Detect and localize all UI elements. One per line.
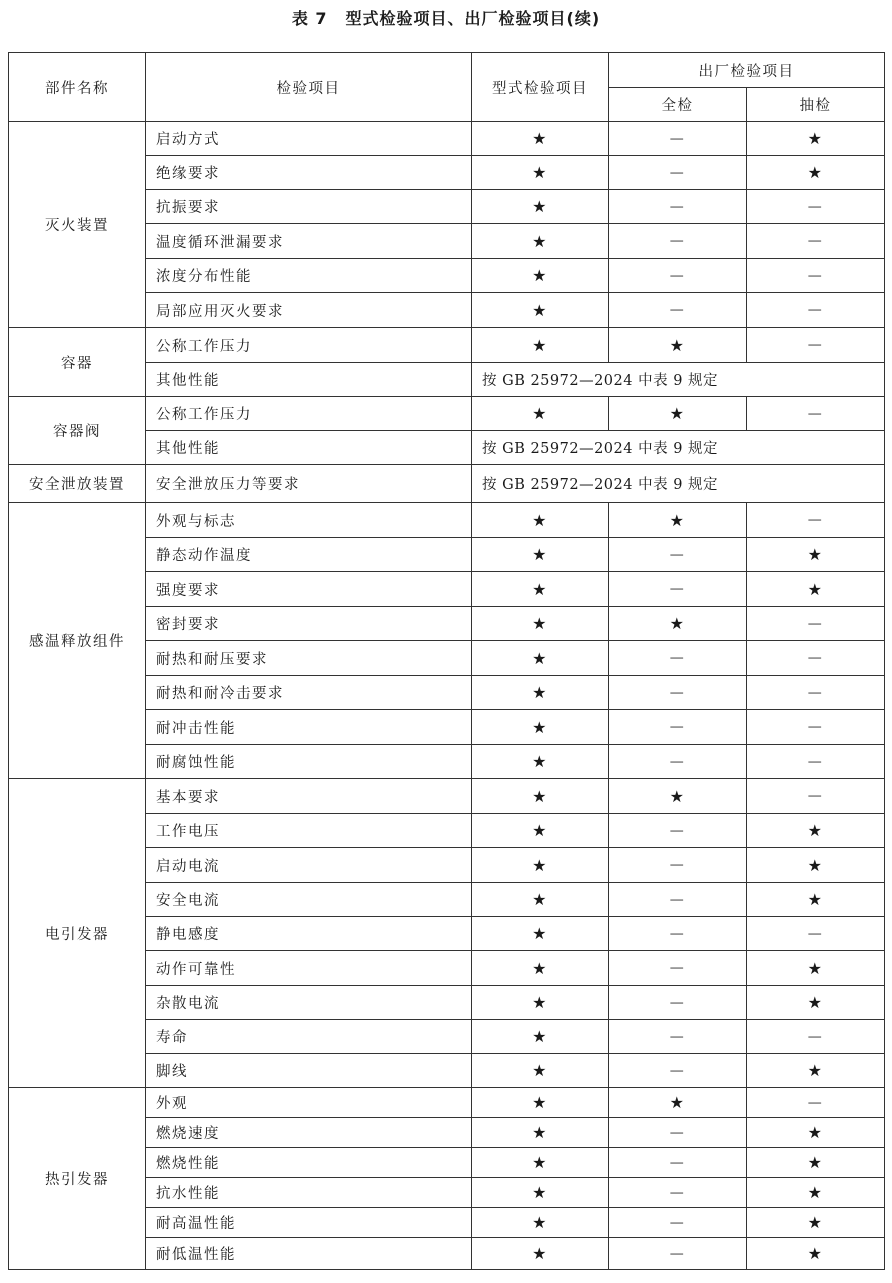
component-name: 容器阀 bbox=[9, 397, 146, 465]
inspection-item: 基本要求 bbox=[146, 779, 472, 814]
type-test-mark: ★ bbox=[472, 883, 609, 917]
inspection-item: 燃烧性能 bbox=[146, 1148, 472, 1178]
inspection-item: 外观 bbox=[146, 1088, 472, 1118]
full-check-mark: ★ bbox=[609, 328, 747, 363]
inspection-item: 耐冲击性能 bbox=[146, 710, 472, 745]
sample-check-mark: ★ bbox=[747, 122, 885, 156]
table-body bbox=[9, 122, 885, 1270]
table-row bbox=[9, 1088, 885, 1118]
sample-check-mark: — bbox=[747, 607, 885, 641]
full-check-mark: ★ bbox=[609, 607, 747, 641]
sample-check-mark: ★ bbox=[747, 1054, 885, 1088]
header-factory-test: 出厂检验项目 bbox=[609, 53, 885, 88]
inspection-item: 公称工作压力 bbox=[146, 328, 472, 363]
reference-note: 按 GB 25972—2024 中表 9 规定 bbox=[472, 363, 885, 397]
sample-check-mark: — bbox=[747, 503, 885, 538]
component-name: 电引发器 bbox=[9, 779, 146, 1088]
inspection-item: 耐高温性能 bbox=[146, 1208, 472, 1238]
header-item: 检验项目 bbox=[146, 53, 472, 122]
full-check-mark: — bbox=[609, 293, 747, 328]
type-test-mark: ★ bbox=[472, 641, 609, 676]
inspection-item: 浓度分布性能 bbox=[146, 259, 472, 293]
full-check-mark: — bbox=[609, 883, 747, 917]
full-check-mark: — bbox=[609, 538, 747, 572]
inspection-item: 耐腐蚀性能 bbox=[146, 745, 472, 779]
inspection-item: 静态动作温度 bbox=[146, 538, 472, 572]
sample-check-mark: ★ bbox=[747, 951, 885, 986]
type-test-mark: ★ bbox=[472, 190, 609, 224]
inspection-item: 工作电压 bbox=[146, 814, 472, 848]
header-component: 部件名称 bbox=[9, 53, 146, 122]
inspection-item: 安全泄放压力等要求 bbox=[146, 465, 472, 503]
component-name: 安全泄放装置 bbox=[9, 465, 146, 503]
full-check-mark: — bbox=[609, 1118, 747, 1148]
inspection-item: 其他性能 bbox=[146, 363, 472, 397]
full-check-mark: — bbox=[609, 122, 747, 156]
sample-check-mark: — bbox=[747, 917, 885, 951]
inspection-item: 安全电流 bbox=[146, 883, 472, 917]
table-number: 表 7 bbox=[291, 9, 328, 28]
type-test-mark: ★ bbox=[472, 745, 609, 779]
full-check-mark: — bbox=[609, 710, 747, 745]
type-test-mark: ★ bbox=[472, 1054, 609, 1088]
full-check-mark: — bbox=[609, 641, 747, 676]
inspection-item: 强度要求 bbox=[146, 572, 472, 607]
full-check-mark: — bbox=[609, 1178, 747, 1208]
full-check-mark: — bbox=[609, 259, 747, 293]
inspection-item: 抗振要求 bbox=[146, 190, 472, 224]
type-test-mark: ★ bbox=[472, 1020, 609, 1054]
type-test-mark: ★ bbox=[472, 122, 609, 156]
table-row bbox=[9, 122, 885, 156]
full-check-mark: — bbox=[609, 1208, 747, 1238]
type-test-mark: ★ bbox=[472, 293, 609, 328]
component-name: 容器 bbox=[9, 328, 146, 397]
sample-check-mark: — bbox=[747, 1088, 885, 1118]
sample-check-mark: ★ bbox=[747, 986, 885, 1020]
inspection-item: 密封要求 bbox=[146, 607, 472, 641]
type-test-mark: ★ bbox=[472, 503, 609, 538]
inspection-item: 耐热和耐压要求 bbox=[146, 641, 472, 676]
type-test-mark: ★ bbox=[472, 814, 609, 848]
inspection-item: 燃烧速度 bbox=[146, 1118, 472, 1148]
table-row bbox=[9, 503, 885, 538]
sample-check-mark: — bbox=[747, 1020, 885, 1054]
full-check-mark: — bbox=[609, 1054, 747, 1088]
table-caption bbox=[0, 6, 892, 30]
sample-check-mark: ★ bbox=[747, 814, 885, 848]
full-check-mark: ★ bbox=[609, 779, 747, 814]
sample-check-mark: ★ bbox=[747, 1178, 885, 1208]
full-check-mark: — bbox=[609, 986, 747, 1020]
sample-check-mark: ★ bbox=[747, 1208, 885, 1238]
full-check-mark: ★ bbox=[609, 1088, 747, 1118]
sample-check-mark: ★ bbox=[747, 848, 885, 883]
sample-check-mark: — bbox=[747, 224, 885, 259]
inspection-item: 脚线 bbox=[146, 1054, 472, 1088]
type-test-mark: ★ bbox=[472, 917, 609, 951]
full-check-mark: — bbox=[609, 848, 747, 883]
inspection-item: 静电感度 bbox=[146, 917, 472, 951]
type-test-mark: ★ bbox=[472, 1178, 609, 1208]
table-header bbox=[9, 53, 885, 122]
sample-check-mark: ★ bbox=[747, 538, 885, 572]
sample-check-mark: ★ bbox=[747, 1238, 885, 1270]
inspection-item: 局部应用灭火要求 bbox=[146, 293, 472, 328]
type-test-mark: ★ bbox=[472, 710, 609, 745]
type-test-mark: ★ bbox=[472, 1148, 609, 1178]
type-test-mark: ★ bbox=[472, 1238, 609, 1270]
sample-check-mark: — bbox=[747, 779, 885, 814]
full-check-mark: — bbox=[609, 224, 747, 259]
inspection-item: 耐低温性能 bbox=[146, 1238, 472, 1270]
sample-check-mark: — bbox=[747, 676, 885, 710]
inspection-item: 抗水性能 bbox=[146, 1178, 472, 1208]
full-check-mark: — bbox=[609, 814, 747, 848]
reference-note: 按 GB 25972—2024 中表 9 规定 bbox=[472, 465, 885, 503]
type-test-mark: ★ bbox=[472, 986, 609, 1020]
type-test-mark: ★ bbox=[472, 1088, 609, 1118]
full-check-mark: — bbox=[609, 1238, 747, 1270]
table-title: 型式检验项目、出厂检验项目(续) bbox=[345, 9, 601, 28]
inspection-item: 寿命 bbox=[146, 1020, 472, 1054]
inspection-item: 绝缘要求 bbox=[146, 156, 472, 190]
table-row bbox=[9, 779, 885, 814]
full-check-mark: — bbox=[609, 1020, 747, 1054]
header-sample-check: 抽检 bbox=[747, 88, 885, 122]
type-test-mark: ★ bbox=[472, 1118, 609, 1148]
type-test-mark: ★ bbox=[472, 779, 609, 814]
full-check-mark: ★ bbox=[609, 503, 747, 538]
inspection-item: 动作可靠性 bbox=[146, 951, 472, 986]
type-test-mark: ★ bbox=[472, 224, 609, 259]
type-test-mark: ★ bbox=[472, 1208, 609, 1238]
component-name: 灭火装置 bbox=[9, 122, 146, 328]
sample-check-mark: ★ bbox=[747, 883, 885, 917]
sample-check-mark: — bbox=[747, 190, 885, 224]
header-type-test: 型式检验项目 bbox=[472, 53, 609, 122]
type-test-mark: ★ bbox=[472, 572, 609, 607]
full-check-mark: — bbox=[609, 1148, 747, 1178]
type-test-mark: ★ bbox=[472, 156, 609, 190]
full-check-mark: — bbox=[609, 745, 747, 779]
reference-note: 按 GB 25972—2024 中表 9 规定 bbox=[472, 431, 885, 465]
full-check-mark: — bbox=[609, 951, 747, 986]
type-test-mark: ★ bbox=[472, 676, 609, 710]
sample-check-mark: — bbox=[747, 328, 885, 363]
full-check-mark: — bbox=[609, 190, 747, 224]
inspection-item: 耐热和耐冷击要求 bbox=[146, 676, 472, 710]
component-name: 热引发器 bbox=[9, 1088, 146, 1270]
sample-check-mark: ★ bbox=[747, 1118, 885, 1148]
inspection-item: 其他性能 bbox=[146, 431, 472, 465]
inspection-item: 杂散电流 bbox=[146, 986, 472, 1020]
type-test-mark: ★ bbox=[472, 951, 609, 986]
sample-check-mark: — bbox=[747, 641, 885, 676]
inspection-item: 外观与标志 bbox=[146, 503, 472, 538]
sample-check-mark: — bbox=[747, 745, 885, 779]
type-test-mark: ★ bbox=[472, 538, 609, 572]
full-check-mark: — bbox=[609, 156, 747, 190]
full-check-mark: — bbox=[609, 917, 747, 951]
inspection-item: 公称工作压力 bbox=[146, 397, 472, 431]
type-test-mark: ★ bbox=[472, 328, 609, 363]
type-test-mark: ★ bbox=[472, 848, 609, 883]
sample-check-mark: — bbox=[747, 293, 885, 328]
sample-check-mark: ★ bbox=[747, 156, 885, 190]
sample-check-mark: ★ bbox=[747, 1148, 885, 1178]
full-check-mark: — bbox=[609, 676, 747, 710]
inspection-table bbox=[8, 52, 885, 1270]
full-check-mark: ★ bbox=[609, 397, 747, 431]
sample-check-mark: ★ bbox=[747, 572, 885, 607]
header-full-check: 全检 bbox=[609, 88, 747, 122]
component-name: 感温释放组件 bbox=[9, 503, 146, 779]
sample-check-mark: — bbox=[747, 397, 885, 431]
table-row bbox=[9, 328, 885, 363]
sample-check-mark: — bbox=[747, 710, 885, 745]
full-check-mark: — bbox=[609, 572, 747, 607]
inspection-item: 启动电流 bbox=[146, 848, 472, 883]
type-test-mark: ★ bbox=[472, 397, 609, 431]
inspection-item: 启动方式 bbox=[146, 122, 472, 156]
type-test-mark: ★ bbox=[472, 607, 609, 641]
table-row bbox=[9, 397, 885, 431]
type-test-mark: ★ bbox=[472, 259, 609, 293]
table-row bbox=[9, 465, 885, 503]
sample-check-mark: — bbox=[747, 259, 885, 293]
inspection-item: 温度循环泄漏要求 bbox=[146, 224, 472, 259]
